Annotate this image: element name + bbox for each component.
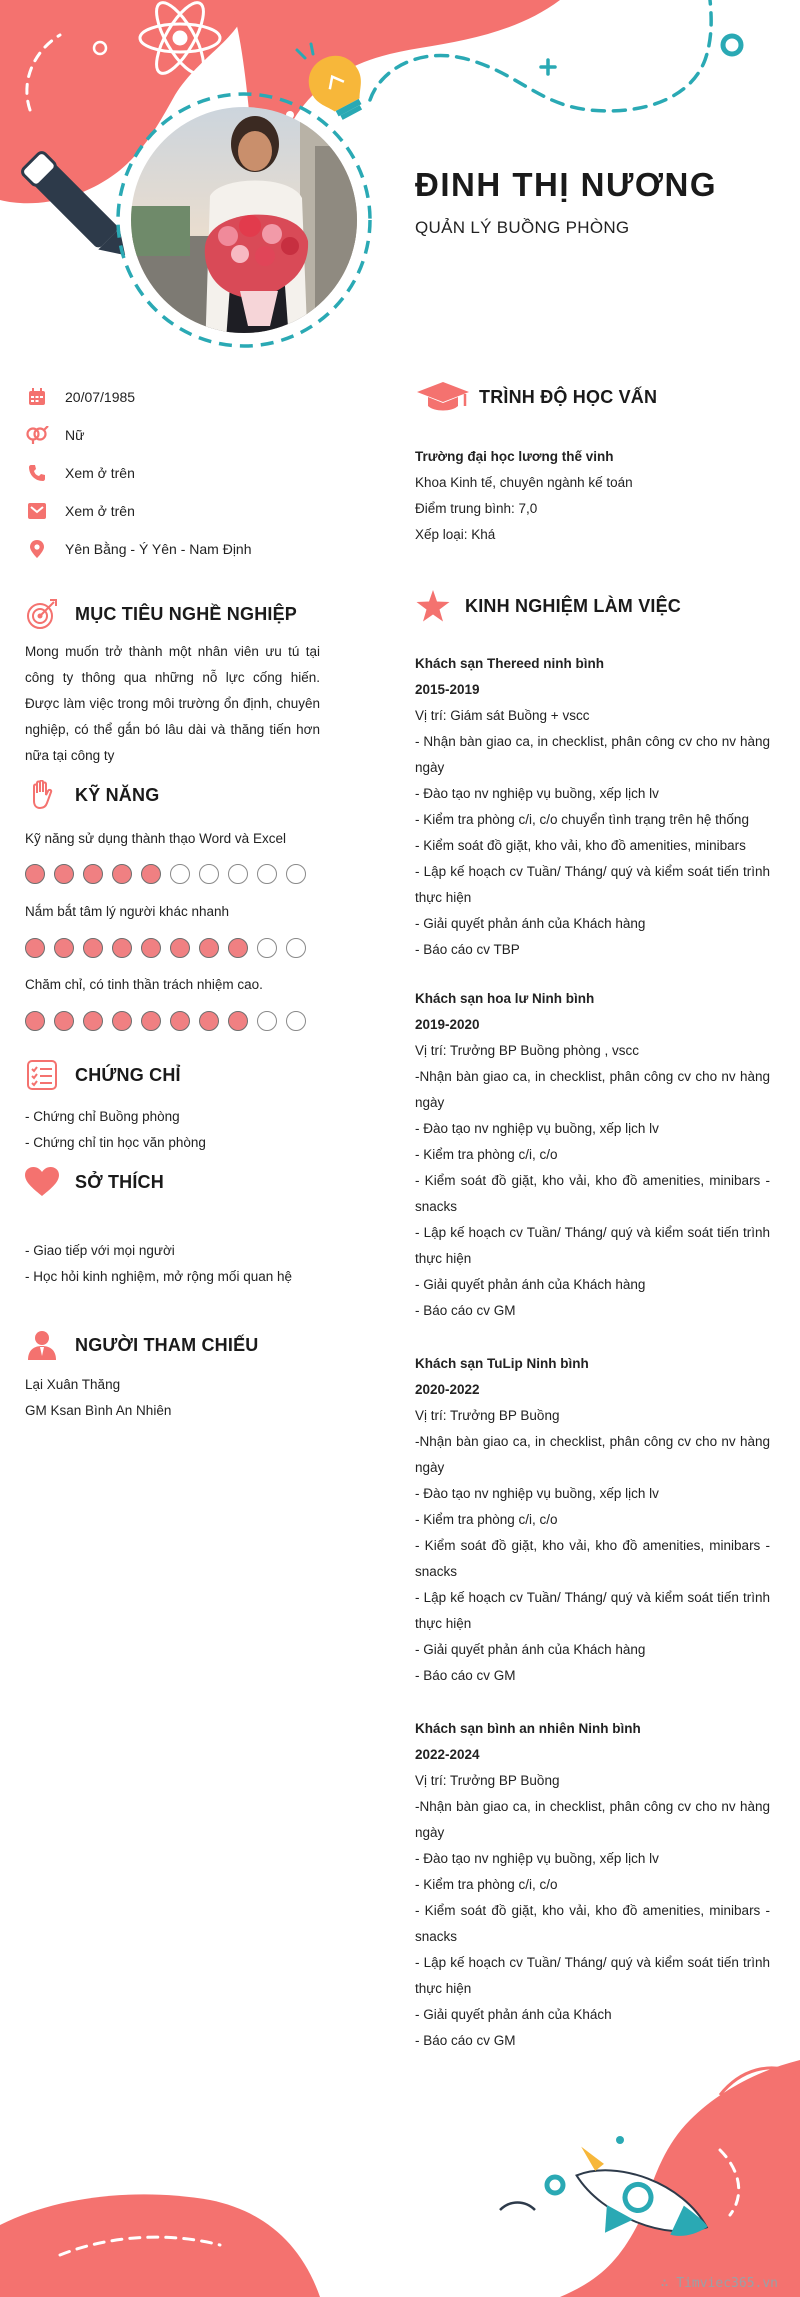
skill-dot-filled	[83, 938, 103, 958]
list-item: - Giao tiếp với mọi người	[25, 1243, 175, 1258]
skill-dot-empty	[170, 864, 190, 884]
objective-text: Mong muốn trở thành một nhân viên ưu tú tại công ty thông qua những nỗ lực cống hiến. Được làm việc trong môi trường ổn định, chuyên nghiệp, có thể gắn bó lâu dài và thăng tiến hơn nữa tại công ty	[25, 644, 320, 763]
job-detail-line: Vị trí: Trưởng BP Buồng	[415, 1773, 560, 1788]
job-detail-line: - Giải quyết phản ánh của Khách	[415, 2007, 612, 2022]
skill-dot-filled	[112, 1011, 132, 1031]
email-value: Xem ở trên	[65, 503, 135, 519]
hand-icon	[25, 780, 59, 810]
phone-row	[25, 461, 135, 485]
job-detail-line: - Đào tạo nv nghiệp vụ buồng, xếp lịch lv	[415, 1121, 659, 1136]
company-name: Khách sạn bình an nhiên Ninh bình	[415, 1721, 641, 1736]
skill-dot-filled	[54, 938, 74, 958]
education-line: Khoa Kinh tế, chuyên ngành kế toán	[415, 475, 633, 490]
company-name: Khách sạn Thereed ninh bình	[415, 656, 605, 671]
skill-dot-empty	[228, 864, 248, 884]
skill-dot-filled	[54, 864, 74, 884]
skills-heading: KỸ NĂNG	[25, 780, 159, 810]
job-period: 2022-2024	[415, 1747, 480, 1762]
email-icon	[25, 501, 49, 521]
list-item: - Học hỏi kinh nghiệm, mở rộng mối quan hệ	[25, 1269, 292, 1284]
job-detail-line: - Kiểm soát đồ giặt, kho vải, kho đồ amenities, minibars - snacks	[415, 1538, 770, 1579]
skill-dot-filled	[25, 1011, 45, 1031]
skill-dot-filled	[25, 864, 45, 884]
skill-dot-filled	[228, 1011, 248, 1031]
job-detail-line: - Giải quyết phản ánh của Khách hàng	[415, 916, 646, 931]
skill-dot-filled	[141, 938, 161, 958]
job-detail-line: - Lập kế hoạch cv Tuần/ Tháng/ quý và kiểm soát tiến trình thực hiện	[415, 1590, 770, 1631]
skill-dot-filled	[170, 1011, 190, 1031]
skill-dot-empty	[199, 864, 219, 884]
education-line: Điểm trung bình: 7,0	[415, 501, 538, 516]
education-line: Xếp loại: Khá	[415, 527, 496, 542]
skill-dot-empty	[286, 1011, 306, 1031]
hobbies-heading: SỞ THÍCH	[25, 1167, 164, 1197]
certificates-heading: CHỨNG CHỈ	[25, 1060, 181, 1090]
job-detail-line: - Báo cáo cv GM	[415, 1303, 516, 1318]
job-detail-line: -Nhận bàn giao ca, in checklist, phân công cv cho nv hàng ngày	[415, 1799, 770, 1840]
job-detail-line: -Nhận bàn giao ca, in checklist, phân công cv cho nv hàng ngày	[415, 1434, 770, 1475]
objective-heading: MỤC TIÊU NGHỀ NGHIỆP	[25, 598, 297, 630]
job-detail-line: - Lập kế hoạch cv Tuần/ Tháng/ quý và kiểm soát tiến trình thực hiện	[415, 1955, 770, 1996]
address-value: Yên Bằng - Ý Yên - Nam Định	[65, 541, 252, 557]
gender-icon	[25, 425, 49, 445]
graduation-cap-icon	[415, 380, 471, 414]
phone-value: Xem ở trên	[65, 465, 135, 481]
job-detail-line: - Kiểm soát đồ giặt, kho vải, kho đồ amenities, minibars	[415, 838, 746, 853]
skill-dot-filled	[141, 864, 161, 884]
skill-label: Nắm bắt tâm lý người khác nhanh	[25, 904, 229, 919]
job-detail-line: Vị trí: Trưởng BP Buồng phòng , vscc	[415, 1043, 640, 1058]
skill-dot-filled	[83, 1011, 103, 1031]
job-detail-line: - Đào tạo nv nghiệp vụ buồng, xếp lịch lv	[415, 1851, 659, 1866]
job-detail-line: - Báo cáo cv GM	[415, 1668, 516, 1683]
avatar	[110, 86, 378, 354]
company-name: Khách sạn TuLip Ninh bình	[415, 1356, 589, 1371]
skill-dot-empty	[257, 938, 277, 958]
job-detail-line: - Nhận bàn giao ca, in checklist, phân công cv cho nv hàng ngày	[415, 734, 770, 775]
job-period: 2020-2022	[415, 1382, 480, 1397]
job-detail-line: - Báo cáo cv GM	[415, 2033, 516, 2048]
references-heading: NGƯỜI THAM CHIẾU	[25, 1330, 258, 1360]
job-detail-line: Vị trí: Trưởng BP Buồng	[415, 1408, 560, 1423]
watermark: ∴ Timviec365.vn	[660, 2276, 778, 2291]
skill-dot-empty	[257, 1011, 277, 1031]
bottom-left-blob	[0, 2194, 320, 2297]
skill-dot-filled	[199, 1011, 219, 1031]
job-detail-line: - Kiểm tra phòng c/i, c/o	[415, 1147, 558, 1162]
list-item: Lại Xuân Thăng	[25, 1377, 121, 1392]
job-detail-line: - Đào tạo nv nghiệp vụ buồng, xếp lịch lv	[415, 1486, 659, 1501]
job-entry	[415, 1716, 770, 2054]
list-item: GM Ksan Bình An Nhiên	[25, 1403, 172, 1418]
skill-dot-filled	[25, 938, 45, 958]
list-item: - Chứng chỉ tin học văn phòng	[25, 1135, 206, 1150]
gender-row	[25, 423, 84, 447]
candidate-name: ĐINH THỊ NƯƠNG	[415, 166, 718, 203]
email-row	[25, 499, 135, 523]
skill-dot-empty	[286, 938, 306, 958]
job-detail-line: - Lập kế hoạch cv Tuần/ Tháng/ quý và kiểm soát tiến trình thực hiện	[415, 1225, 770, 1266]
skill-dot-filled	[199, 938, 219, 958]
skill-dot-empty	[257, 864, 277, 884]
address-row	[25, 537, 252, 561]
skill-dot-empty	[286, 864, 306, 884]
job-detail-line: - Kiểm tra phòng c/i, c/o	[415, 1877, 558, 1892]
job-period: 2019-2020	[415, 1017, 480, 1032]
skill-rating	[25, 1011, 315, 1031]
job-detail-line: -Nhận bàn giao ca, in checklist, phân công cv cho nv hàng ngày	[415, 1069, 770, 1110]
job-detail-line: - Kiểm tra phòng c/i, c/o	[415, 1512, 558, 1527]
skill-dot-filled	[112, 938, 132, 958]
skill-dot-filled	[170, 938, 190, 958]
certificates-list	[25, 1104, 206, 1156]
job-detail-line: - Lập kế hoạch cv Tuần/ Tháng/ quý và kiểm soát tiến trình thực hiện	[415, 864, 770, 905]
skill-dot-filled	[228, 938, 248, 958]
checklist-icon	[25, 1060, 59, 1090]
skill-label: Chăm chỉ, có tinh thần trách nhiệm cao.	[25, 977, 263, 992]
phone-icon	[25, 463, 49, 483]
job-detail-line: - Kiểm soát đồ giặt, kho vải, kho đồ amenities, minibars - snacks	[415, 1173, 770, 1214]
education-block	[415, 444, 770, 548]
job-detail-line: - Đào tạo nv nghiệp vụ buồng, xếp lịch lv	[415, 786, 659, 801]
skill-dot-filled	[54, 1011, 74, 1031]
job-detail-line: - Báo cáo cv TBP	[415, 942, 520, 957]
gender-value: Nữ	[65, 427, 85, 443]
skill-label: Kỹ năng sử dụng thành thạo Word và Excel	[25, 831, 286, 846]
hobbies-list	[25, 1238, 292, 1290]
job-detail-line: - Kiểm soát đồ giặt, kho vải, kho đồ amenities, minibars - snacks	[415, 1903, 770, 1944]
job-detail-line: - Giải quyết phản ánh của Khách hàng	[415, 1277, 646, 1292]
dob-row	[25, 385, 135, 409]
company-name: Khách sạn hoa lư Ninh bình	[415, 991, 595, 1006]
job-detail-line: Vị trí: Giám sát Buồng + vscc	[415, 708, 590, 723]
skill-dot-filled	[83, 864, 103, 884]
experience-heading: KINH NGHIỆM LÀM VIỆC	[415, 590, 681, 622]
skill-rating	[25, 938, 315, 958]
heart-icon	[25, 1167, 59, 1197]
list-item: - Chứng chỉ Buồng phòng	[25, 1109, 180, 1124]
education-heading: TRÌNH ĐỘ HỌC VẤN	[415, 380, 657, 414]
references-list	[25, 1372, 171, 1424]
skill-dot-filled	[141, 1011, 161, 1031]
location-pin-icon	[25, 539, 49, 559]
job-entry	[415, 986, 770, 1324]
star-icon	[415, 590, 451, 622]
calendar-icon	[25, 387, 49, 407]
job-entry	[415, 1351, 770, 1689]
target-icon	[25, 598, 59, 630]
person-icon	[25, 1330, 59, 1360]
job-detail-line: - Kiểm tra phòng c/i, c/o chuyển tình trạng trên hệ thống	[415, 812, 749, 827]
dob-value: 20/07/1985	[65, 389, 136, 405]
job-period: 2015-2019	[415, 682, 480, 697]
skill-dot-filled	[112, 864, 132, 884]
job-title: QUẢN LÝ BUỒNG PHÒNG	[415, 218, 630, 237]
skill-rating	[25, 864, 315, 884]
job-entry	[415, 651, 770, 963]
job-detail-line: - Giải quyết phản ánh của Khách hàng	[415, 1642, 646, 1657]
school-name: Trường đại học lương thế vinh	[415, 449, 614, 464]
